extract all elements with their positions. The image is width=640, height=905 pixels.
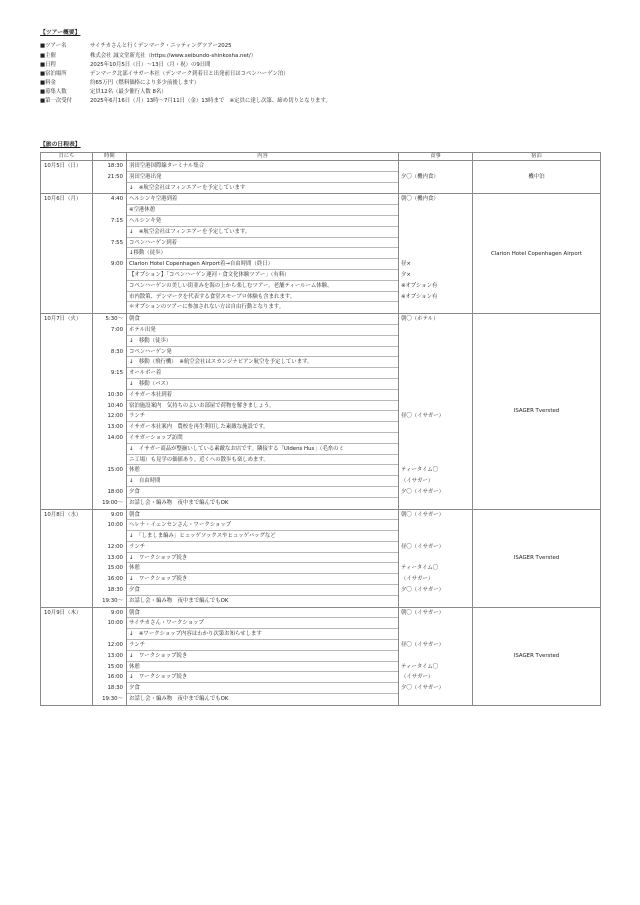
time-line: 13:00 [107,554,123,561]
time-line [93,205,126,216]
meal-line: ティータイム〇 [401,663,439,670]
meal-line [399,302,472,313]
content-line: お話し会・編み物 夜中まで編んでもOK [129,597,229,604]
schedule-title: 【旅の日程表】 [40,142,81,148]
meal-cell [399,509,473,607]
content-line: ↓ 移動（飛行機） ※航空会社はスカンジナビアン航空を予定しています。 [127,357,398,368]
time-line: 10:00 [107,620,123,627]
content-line: 夕食 [127,487,398,498]
meal-line [399,401,472,412]
time-line: 12:00 [107,413,123,420]
meal-line [399,455,472,466]
content-line: コペンハーゲン到着 [127,238,398,249]
meal-line [399,651,472,662]
time-line: 16:00 [107,576,123,583]
time-line: 10:40 [107,402,123,409]
meal-line [399,368,472,379]
meal-line: 朝〇（イサガー） [401,609,445,616]
content-line: お話し会・編み物 夜中まで編んでもOK [129,696,229,703]
content-line: サイチカさん・ワークショップ [127,618,398,629]
header-day: 日にち [41,153,93,161]
meal-line: 朝〇（機内食） [401,196,439,203]
meal-line [399,531,472,542]
content-line: ホテル出発 [127,325,398,336]
content-line: 朝食 [127,608,398,619]
meal-line: 夕〇（イサガー） [401,488,445,495]
overview-value: 2025年10月5日（日）～13日（月・祝）の9日間 [90,61,211,68]
time-line: 18:00 [107,488,123,495]
meal-line [399,498,472,509]
content-line: ↓ イサガー商品が整揃いしている素敵なお店です。隣接する「Uldens Hus」（毛糸のミ [127,444,398,455]
time-cell [93,607,127,705]
meal-line: 夕× [401,271,411,278]
time-line: 18:30 [107,163,123,169]
meal-cell [399,314,473,509]
content-line: ※空港休憩 [127,205,398,216]
meal-line: 昼〇（イサガー） [401,413,445,420]
overview-value: 株式会社 誠文堂新光社（https://www.seibundo-shinkosha.net/） [90,52,257,59]
header-hotel: 宿泊 [473,153,601,161]
content-line: ＊オプションのツアーに参加されない方は自由行動となります。 [129,304,285,311]
content-line: 宿泊施設案内 気持ちのよいお部屋で荷物を解きましょう。 [127,401,398,412]
overview-value: サイチカさんと行くデンマーク・ニッティングツアー2025 [90,43,232,50]
time-line: 7:15 [110,217,123,224]
meal-line [399,183,472,194]
time-cell [93,314,127,509]
time-line [93,292,126,303]
overview-row [40,51,600,60]
meal-line [399,694,472,705]
content-line: 【オプション】「コペンハーゲン運河・食文化体験ツアー」（有料） [127,270,398,281]
content-line: 朝食 [127,510,398,521]
overview-label: ■日程 [40,61,56,68]
time-line [93,531,126,542]
hotel-name: ISAGER Tversted [513,408,560,415]
content-cell [127,161,399,194]
meal-line: 朝〇（イサガー） [401,511,445,518]
content-line: ヘルシンキ発 [127,216,398,227]
meal-line: ※オプション有 [401,282,438,289]
time-line: 9:00 [110,609,123,616]
meal-line [399,520,472,531]
time-line [93,227,126,238]
meal-line [399,618,472,629]
meal-line [399,205,472,216]
overview-value: 2025年6月16日（月）13時～7月11日（金）13時まで ※定員に達し次第、締め切りとなります。 [90,98,331,105]
time-line: 7:55 [110,239,123,246]
meal-line: 夕〇（イサガー） [401,587,445,594]
hotel-name: ISAGER Tversted [513,554,560,561]
header-time: 時間 [93,153,127,161]
day-row [41,161,601,194]
content-line: Clarion Hotel Copenhagen Airport着→自由時間（終日） [127,259,398,270]
time-line: 13:00 [107,424,123,431]
meal-line: 朝〇（ホテル） [401,316,439,323]
overview-row [40,88,600,97]
day-row [41,607,601,705]
time-line: 18:30 [107,685,123,692]
content-line: オールボー着 [127,368,398,379]
meal-line [399,433,472,444]
content-line: ランチ [127,411,398,422]
content-line: ↓ 移動（徒歩） [127,336,398,347]
content-line: 市内散策、デンマークを代表する食堂スモーブロ体験も含まれます。 [127,292,398,303]
day-date: 10月6日（月） [41,194,93,314]
time-line: 12:00 [107,543,123,550]
meal-cell [399,194,473,314]
content-cell [127,509,399,607]
overview-label: ■第一次受付 [40,98,73,105]
schedule-body [41,161,601,706]
time-line: 14:00 [107,434,123,441]
meal-line: 夕〇（機内食） [401,173,439,180]
content-line: ランチ [127,542,398,553]
overview-value: デンマーク北部イサガー本社（デンマーク到着日と出発前日はコペンハーゲン泊） [90,70,289,77]
header-meal: 食事 [399,153,473,161]
time-line [93,444,126,455]
overview-title: 【ツアー概要】 [40,30,81,36]
content-line: コペンハーゲンの美しい街並みを海の上から楽しむツアー。老舗ティールーム体験、 [127,281,398,292]
time-line: 9:15 [110,370,123,377]
time-line: 4:40 [110,196,123,203]
hotel-cell [473,314,601,509]
time-line [93,183,126,194]
time-line: 21:50 [107,173,123,180]
time-line: 5:30～ [105,316,123,323]
content-line: ↓ ※航空会社はフィンエアーを予定しています [129,184,246,191]
schedule-header-row [41,153,601,161]
content-line: ヘルシンキ空港到着 [127,194,398,205]
time-line: 8:30 [110,348,123,355]
day-row [41,509,601,607]
overview-label: ■ツアー名 [40,43,67,50]
hotel-name: ISAGER Tversted [513,653,560,660]
time-line: 10:30 [107,391,123,398]
overview-label: ■料金 [40,80,56,87]
content-line: ↓ ワークショップ続き [127,651,398,662]
day-row [41,314,601,509]
time-line: 9:00 [110,511,123,518]
content-line: 羽田空港国際線ターミナル集合 [127,161,398,172]
time-line: 15:00 [107,467,123,474]
content-line: ↓移動（徒歩） [127,248,398,259]
content-line: ↓ ※航空会社はフィンエアーを予定しています。 [127,227,398,238]
time-line: 19:00～ [102,499,123,506]
content-line: 夕食 [127,683,398,694]
meal-line [399,629,472,640]
meal-line: （イサガー） [401,576,434,583]
overview-value: 約65万円（燃料価格により多少前後します） [90,80,200,87]
time-line [93,248,126,259]
meal-line [399,357,472,368]
meal-line [399,347,472,358]
content-cell [127,607,399,705]
content-line: 休憩 [127,563,398,574]
content-line: ↓ ワークショップ続き [127,553,398,564]
overview-label: ■募集人数 [40,89,67,96]
overview-label: ■主催 [40,52,56,59]
content-line: ↓ ワークショップ続き [127,574,398,585]
time-line: 19:30～ [102,597,123,604]
content-cell [127,314,399,509]
day-date: 10月5日（日） [41,161,93,194]
time-line [93,302,126,313]
time-line: 15:00 [107,663,123,670]
meal-line [399,553,472,564]
time-line: 19:30～ [102,696,123,703]
overview-row [40,42,600,51]
content-line: 羽田空港出発 [127,172,398,183]
time-line [93,455,126,466]
meal-line: ティータイム〇 [401,565,439,572]
day-row [41,194,601,314]
time-line: 15:00 [107,565,123,572]
time-line [93,357,126,368]
meal-cell [399,607,473,705]
content-line: コペンハーゲン発 [127,347,398,358]
content-line: お話し会・編み物 夜中まで編んでもOK [129,499,229,506]
meal-line [399,444,472,455]
meal-line: （イサガー） [401,674,434,681]
day-date: 10月9日（木） [41,607,93,705]
content-line: ヘレナ・イェンセンさん・ワークショップ [127,520,398,531]
hotel-name: Clarion Hotel Copenhagen Airport [491,250,582,257]
time-line: 18:30 [107,587,123,594]
content-line: ↓ 「しましま編み」ヒュッゲソックスやヒュッゲバッグなど [127,531,398,542]
time-line: 13:00 [107,652,123,659]
meal-line [399,336,472,347]
meal-line [399,216,472,227]
hotel-name: 機中泊 [528,173,545,180]
content-line: ランチ [127,640,398,651]
time-line: 9:00 [110,261,123,268]
content-line: 朝食 [127,314,398,325]
meal-line [399,596,472,607]
time-line [93,281,126,292]
content-line: ↓ ワークショップ続き [127,672,398,683]
hotel-cell [473,607,601,705]
content-line: イサガー本社到着 [127,390,398,401]
content-line: イサガー本社案内 農校を再生利用した素敵な施設です。 [127,422,398,433]
schedule-table [40,152,601,706]
content-line: 休憩 [127,662,398,673]
content-line: ↓ 自由時間 [127,476,398,487]
hotel-cell [473,161,601,194]
meal-line: 昼× [401,261,411,268]
meal-line [399,390,472,401]
time-line [93,629,126,640]
overview-list [40,42,600,106]
meal-line: （イサガー） [401,478,434,485]
time-cell [93,161,127,194]
time-line: 10:00 [107,522,123,529]
content-line: イサガーショップ訪問 [127,433,398,444]
overview-value: 定員12名（最少催行人数 8名） [90,89,167,96]
time-cell [93,194,127,314]
meal-line [399,227,472,238]
content-line: 休憩 [127,465,398,476]
hotel-cell [473,509,601,607]
meal-line [399,379,472,390]
time-line [93,476,126,487]
time-line: 12:00 [107,642,123,649]
meal-cell [399,161,473,194]
content-line: 夕食 [127,585,398,596]
meal-line [399,422,472,433]
overview-row [40,97,600,106]
meal-line: ティータイム〇 [401,467,439,474]
meal-line [399,325,472,336]
time-line [93,270,126,281]
meal-line: 昼〇（イサガー） [401,543,445,550]
overview-row [40,60,600,69]
content-cell [127,194,399,314]
meal-line [399,161,472,172]
overview-row [40,70,600,79]
time-line [93,379,126,390]
meal-line: 昼〇（イサガー） [401,642,445,649]
header-content: 内容 [127,153,399,161]
overview-label: ■宿泊場所 [40,70,67,77]
overview-row [40,79,600,88]
meal-line [399,248,472,259]
time-line: 16:00 [107,674,123,681]
day-date: 10月8日（水） [41,509,93,607]
meal-line: ※オプション有 [401,293,438,300]
day-date: 10月7日（火） [41,314,93,509]
content-line: ニ工場）も見学の価値あり。近くへの散歩も楽しめます。 [127,455,398,466]
hotel-cell [473,194,601,314]
time-line [93,336,126,347]
time-line: 7:00 [110,326,123,333]
content-line: ↓ 移動（バス） [127,379,398,390]
meal-line: 夕〇（イサガー） [401,685,445,692]
meal-line [399,238,472,249]
content-line: ↓ ※ワークショップ内容はわかり次第お知らせします [127,629,398,640]
time-cell [93,509,127,607]
